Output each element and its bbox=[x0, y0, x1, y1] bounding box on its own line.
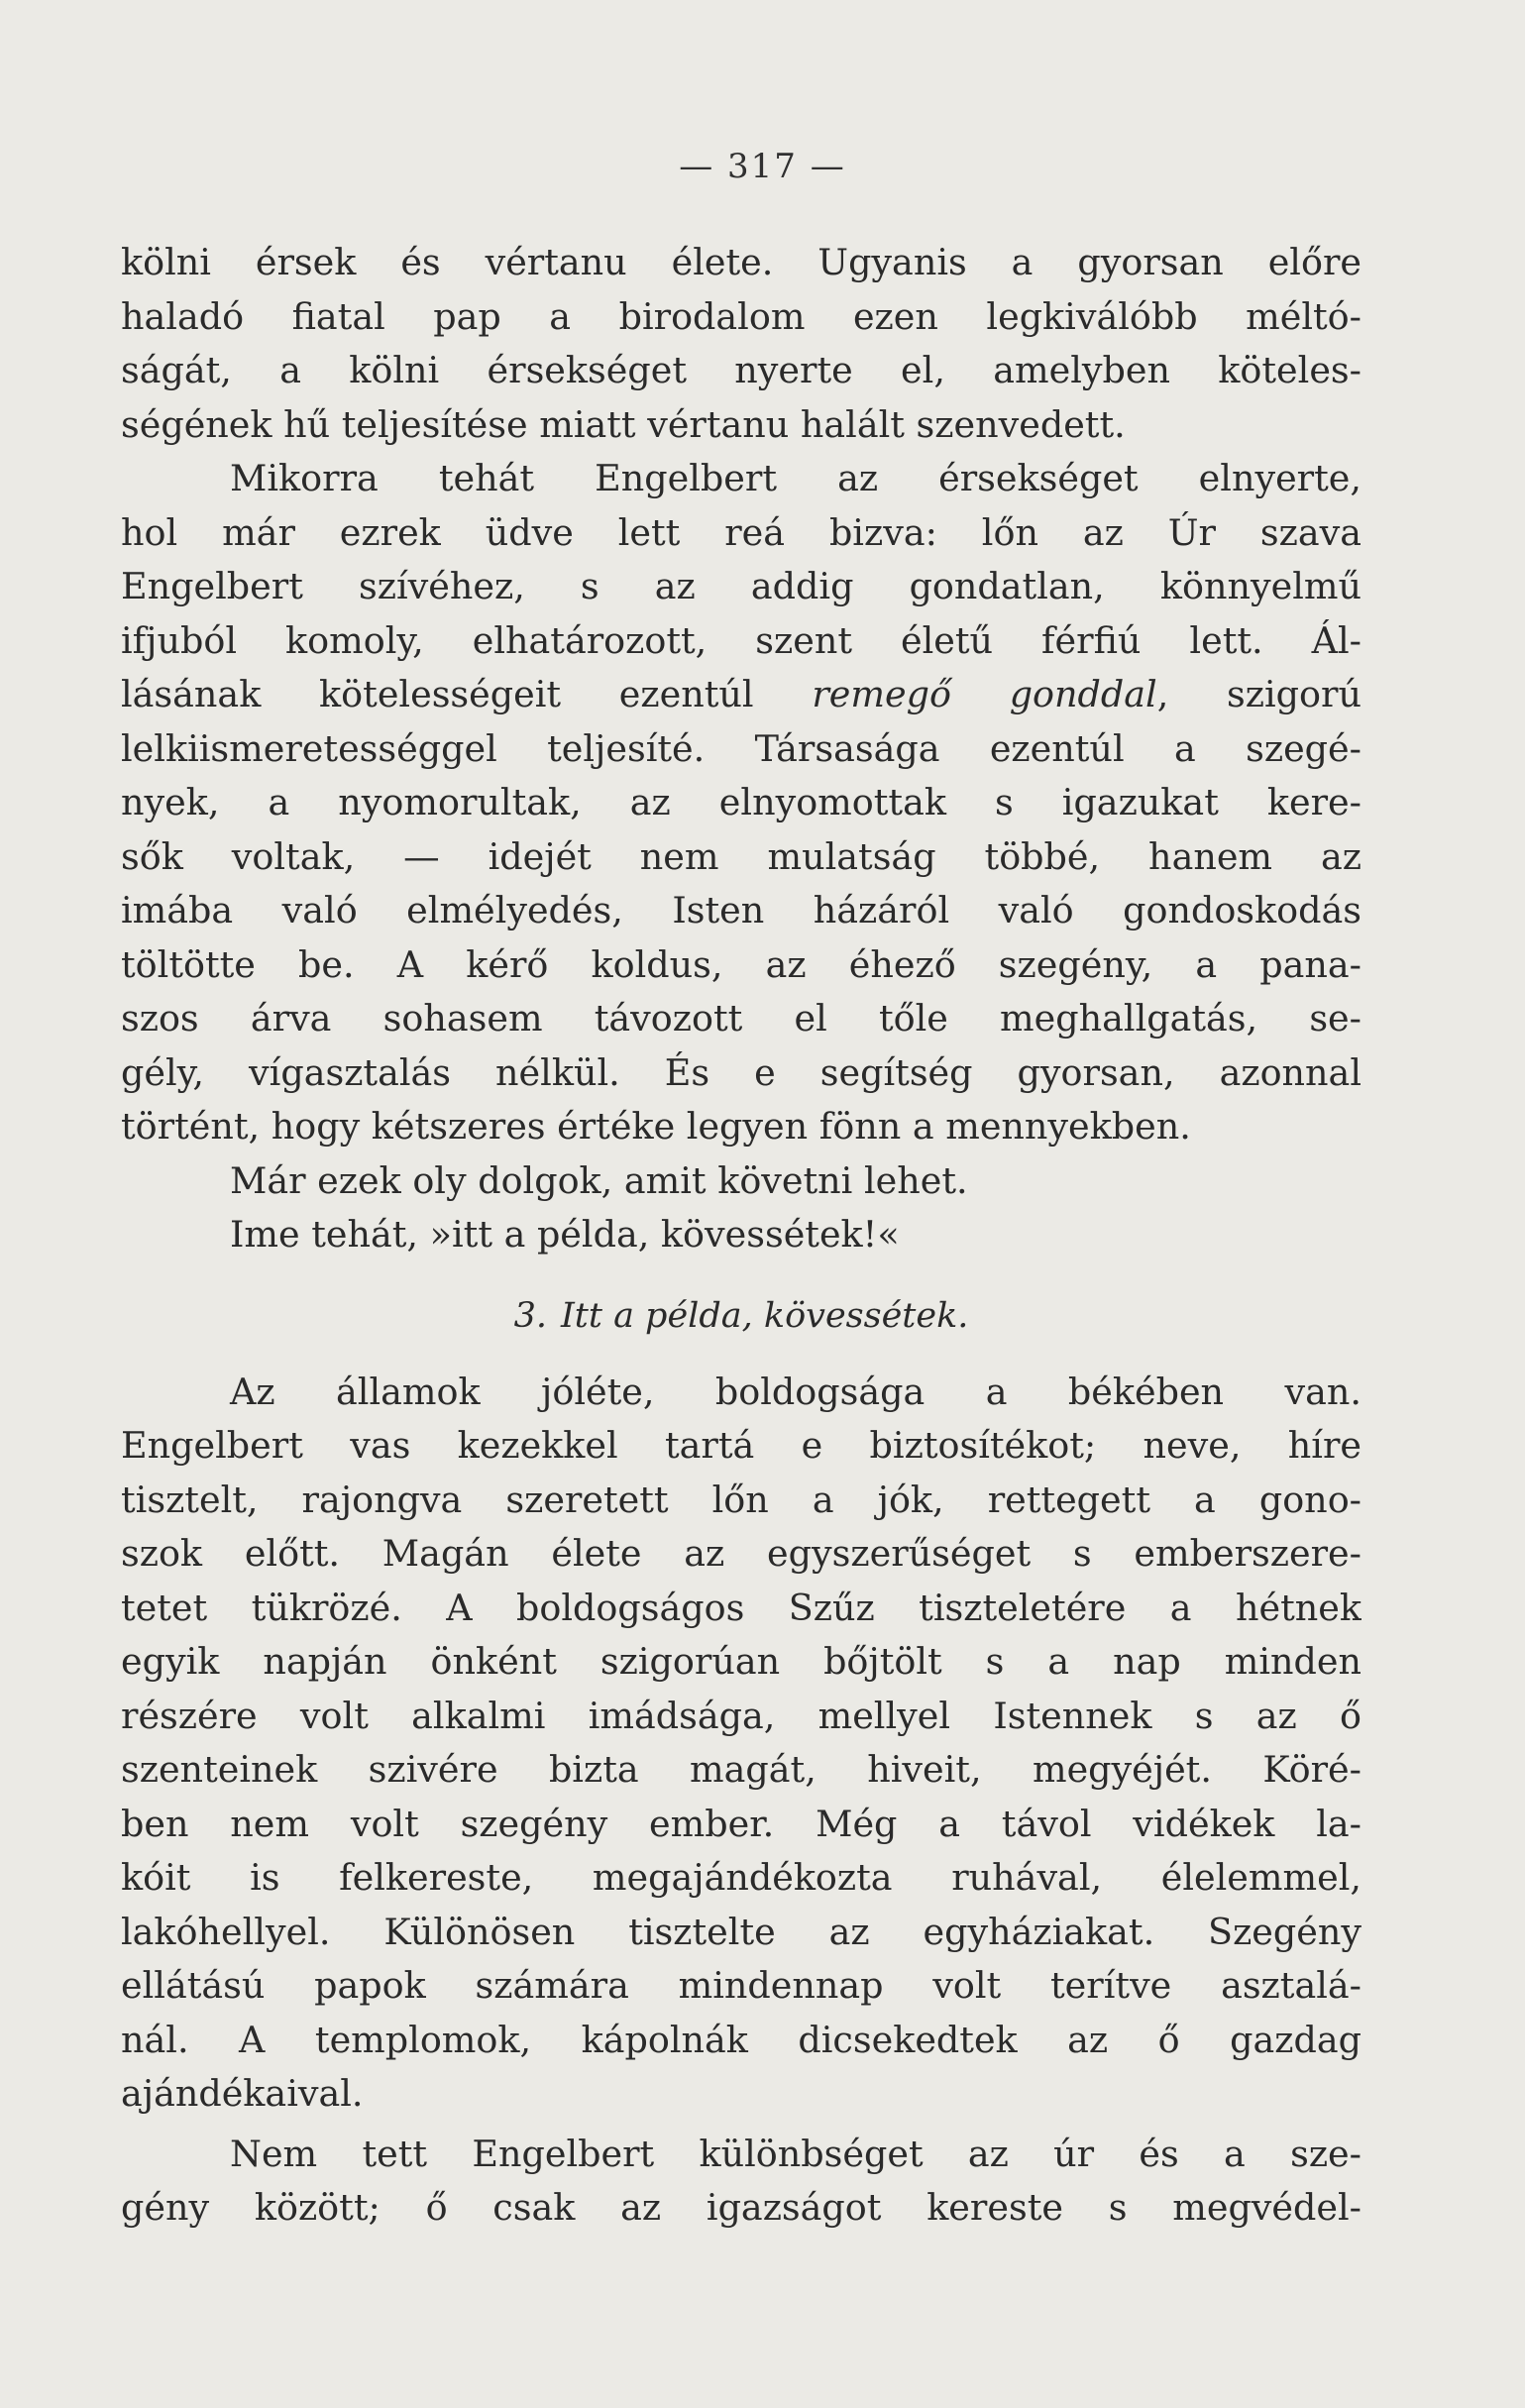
paragraph-5 bbox=[121, 1366, 1362, 2122]
text-run: történt, hogy kétszeres értéke legyen fönn a mennyekben. bbox=[121, 1105, 1191, 1148]
text-line bbox=[121, 614, 1362, 669]
paragraph-2 bbox=[121, 452, 1362, 1154]
text-line: ellátású papok számára mindennap volt terítve asztalá- bbox=[121, 1964, 1362, 2007]
text-line bbox=[121, 722, 1362, 777]
page-number: — 317 — bbox=[679, 147, 846, 186]
paragraph-4 bbox=[121, 1208, 1362, 1262]
paragraph-1 bbox=[121, 236, 1362, 452]
text-run: sők voltak, — idejét nem mulatság többé, hanem az bbox=[121, 834, 1362, 878]
text-line: tetet tükrözé. A boldogságos Szűz tiszteletére a hétnek bbox=[121, 1586, 1362, 1629]
text-run: hol már ezrek üdve lett reá bizva: lőn az Úr szava bbox=[121, 510, 1362, 554]
text-line: részére volt alkalmi imádsága, mellyel Istennek s az ő bbox=[121, 1694, 1362, 1737]
text-run: lásának kötelességeit ezentúl bbox=[121, 673, 813, 715]
text-line: ben nem volt szegény ember. Még a távol vidékek la- bbox=[121, 1802, 1362, 1845]
italic-phrase: remegő gonddal bbox=[812, 673, 1157, 715]
text-run: Mikorra tehát Engelbert az érsekséget elnyerte, bbox=[230, 457, 1362, 499]
text-line: Már ezek oly dolgok, amit követni lehet. bbox=[230, 1158, 968, 1202]
text-run: töltötte be. A kérő koldus, az éhező szegény, a pana- bbox=[121, 942, 1362, 986]
section-number: 3. bbox=[513, 1295, 547, 1336]
text-run: szos árva sohasem távozott el tőle meghallgatás, se- bbox=[121, 997, 1362, 1040]
text-line bbox=[121, 1046, 1362, 1101]
text-run: ifjuból komoly, elhatározott, szent életű férfiú lett. Ál- bbox=[121, 618, 1362, 662]
text-line: szok előtt. Magán élete az egyszerűséget s emberszere- bbox=[121, 1532, 1362, 1575]
text-line bbox=[121, 506, 1362, 561]
text-line: kölni érsek és vértanu élete. Ugyanis a gyorsan előre bbox=[121, 241, 1362, 283]
text-line bbox=[121, 884, 1362, 938]
text-run: gély, vígasztalás nélkül. És e segítség gyorsan, azonnal bbox=[121, 1050, 1362, 1094]
text-line: ságát, a kölni érsekséget nyerte el, amelyben köteles- bbox=[121, 349, 1362, 391]
text-run: nyek, a nyomorultak, az elnyomottak s igazukat kere- bbox=[121, 781, 1362, 823]
text-run: imába való elmélyedés, Isten házáról való gondoskodás bbox=[121, 889, 1362, 931]
paragraph-3 bbox=[121, 1154, 1362, 1209]
text-line: ségének hű teljesítése miatt vértanu halált szenvedett. bbox=[121, 402, 1126, 446]
text-line: ajándékaival. bbox=[121, 2072, 364, 2115]
page-body bbox=[121, 236, 1362, 2236]
section-heading bbox=[121, 1270, 1362, 1360]
text-run: lelkiismeretességgel teljesíté. Társasága ezentúl a szegé- bbox=[121, 726, 1362, 770]
text-line: tisztelt, rajongva szeretett lőn a jók, rettegett a gono- bbox=[121, 1478, 1362, 1521]
text-line: Ime tehát, »itt a példa, kövessétek!« bbox=[230, 1213, 900, 1256]
text-line bbox=[121, 992, 1362, 1046]
text-run: Engelbert szívéhez, s az addig gondatlan, könnyelmű bbox=[121, 565, 1362, 607]
text-line bbox=[121, 830, 1362, 885]
text-line: gény között; ő csak az igazságot kereste s megvédel- bbox=[121, 2186, 1362, 2229]
text-line: nál. A templomok, kápolnák dicsekedtek az ő gazdag bbox=[121, 2018, 1362, 2061]
text-line bbox=[121, 776, 1362, 830]
text-line bbox=[121, 560, 1362, 614]
paragraph-6 bbox=[121, 2128, 1362, 2236]
text-line bbox=[121, 452, 1362, 506]
text-line: egyik napján önként szigorúan bőjtölt s a nap minden bbox=[121, 1640, 1362, 1683]
text-run: , szigorú bbox=[1156, 673, 1362, 715]
text-line: kóit is felkereste, megajándékozta ruhával, élelemmel, bbox=[121, 1856, 1362, 1899]
text-line: szenteinek szivére bizta magát, hiveit, megyéjét. Köré- bbox=[121, 1748, 1362, 1791]
text-line: Az államok jóléte, boldogsága a békében van. bbox=[230, 1369, 1362, 1413]
text-line: Nem tett Engelbert különbséget az úr és a sze- bbox=[230, 2132, 1362, 2175]
text-line: Engelbert vas kezekkel tartá e biztosítékot; neve, híre bbox=[121, 1424, 1362, 1467]
text-line: haladó fiatal pap a birodalom ezen legkiválóbb méltó- bbox=[121, 294, 1362, 338]
text-line: lakóhellyel. Különösen tisztelte az egyháziakat. Szegény bbox=[121, 1910, 1362, 1953]
text-line bbox=[121, 1100, 1362, 1154]
section-title: Itt a példa, kövessétek. bbox=[560, 1295, 969, 1336]
text-line bbox=[121, 938, 1362, 993]
text-line bbox=[121, 668, 1362, 722]
